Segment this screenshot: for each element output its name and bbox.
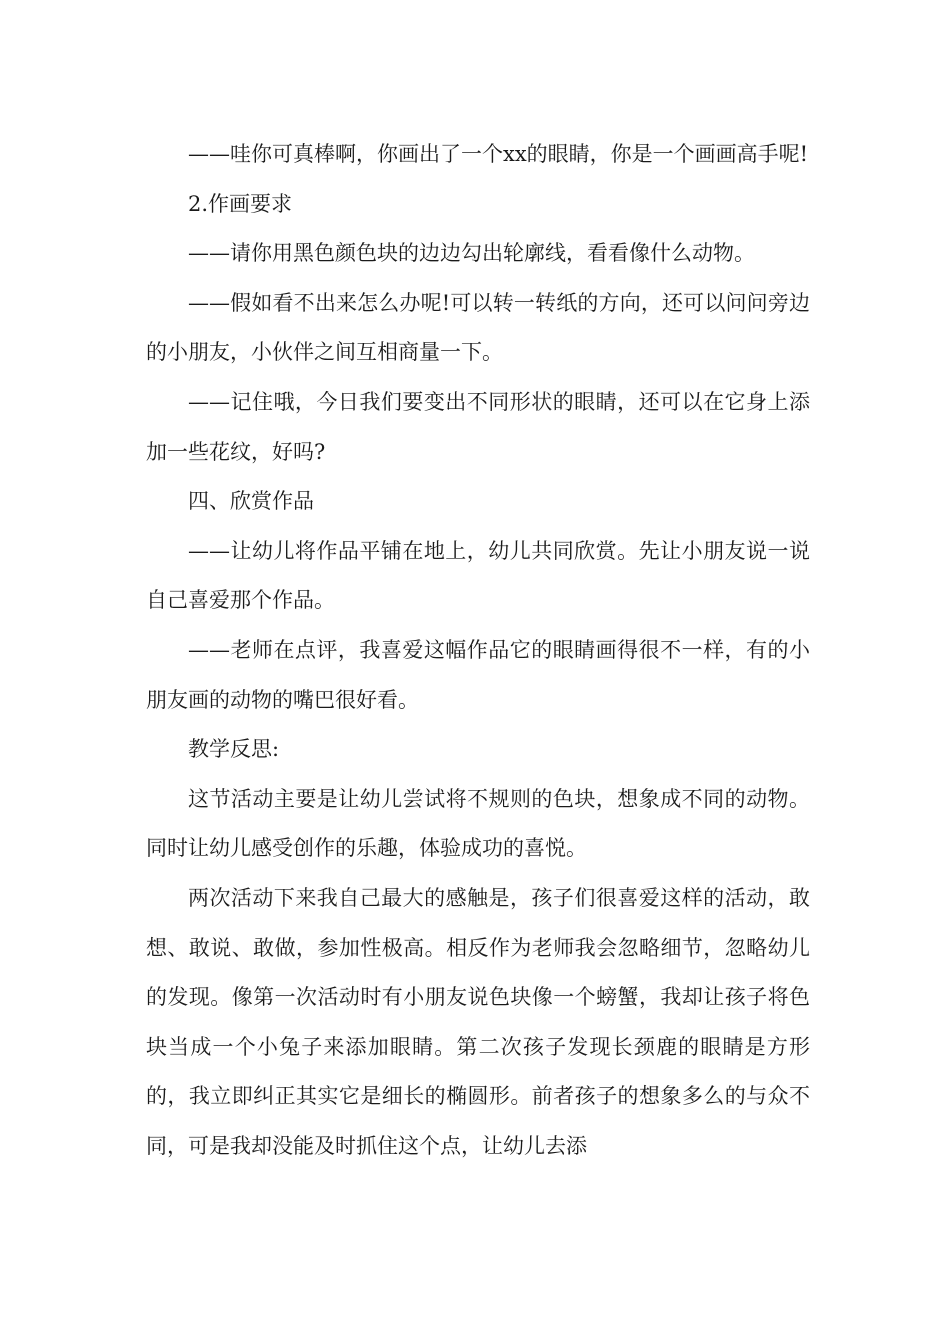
appreciate-paragraph-display: ——让幼儿将作品平铺在地上，幼儿共同欣赏。先让小朋友说一说自己喜爱那个作品。 xyxy=(146,538,810,613)
instruction-paragraph-outline: ——请你用黑色颜色块的边边勾出轮廓线，看看像什么动物。 xyxy=(188,241,755,266)
instruction-paragraph-eyes: ——记住哦，今日我们要变出不同形状的眼睛，还可以在它身上添加一些花纹，好吗? xyxy=(146,389,810,464)
section-heading-reflection: 教学反思: xyxy=(188,737,280,762)
section-heading-appreciate-works: 四、欣赏作品 xyxy=(188,489,314,514)
praise-paragraph: ——哇你可真棒啊，你画出了一个xx的眼睛，你是一个画画高手呢! xyxy=(188,142,809,166)
section-heading-drawing-requirements: 2.作画要求 xyxy=(188,191,293,216)
document-body xyxy=(146,130,810,1171)
reflection-paragraph-summary: 这节活动主要是让幼儿尝试将不规则的色块，想象成不同的动物。同时让幼儿感受创作的乐趣，体验成功的喜悦。 xyxy=(146,786,810,861)
appreciate-paragraph-comment: ——老师在点评，我喜爱这幅作品它的眼睛画得很不一样，有的小朋友画的动物的嘴巴很好看。 xyxy=(146,637,810,712)
reflection-paragraph-details: 两次活动下来我自己最大的感触是，孩子们很喜爱这样的活动，敢想、敢说、敢做，参加性极高。相反作为老师我会忽略细节，忽略幼儿的发现。像第一次活动时有小朋友说色块像一个螃蟹，我却让孩子将色块当成一个小兔子来添加眼睛。第二次孩子发现长颈鹿的眼睛是方形的，我立即纠正其实它是细长的椭圆形。前者孩子的想象多么的与众不同，可是我却没能及时抓住这个点，让幼儿去添 xyxy=(146,885,810,1158)
instruction-paragraph-rotate: ——假如看不出来怎么办呢!可以转一转纸的方向，还可以问问旁边的小朋友，小伙伴之间互相商量一下。 xyxy=(146,290,810,365)
